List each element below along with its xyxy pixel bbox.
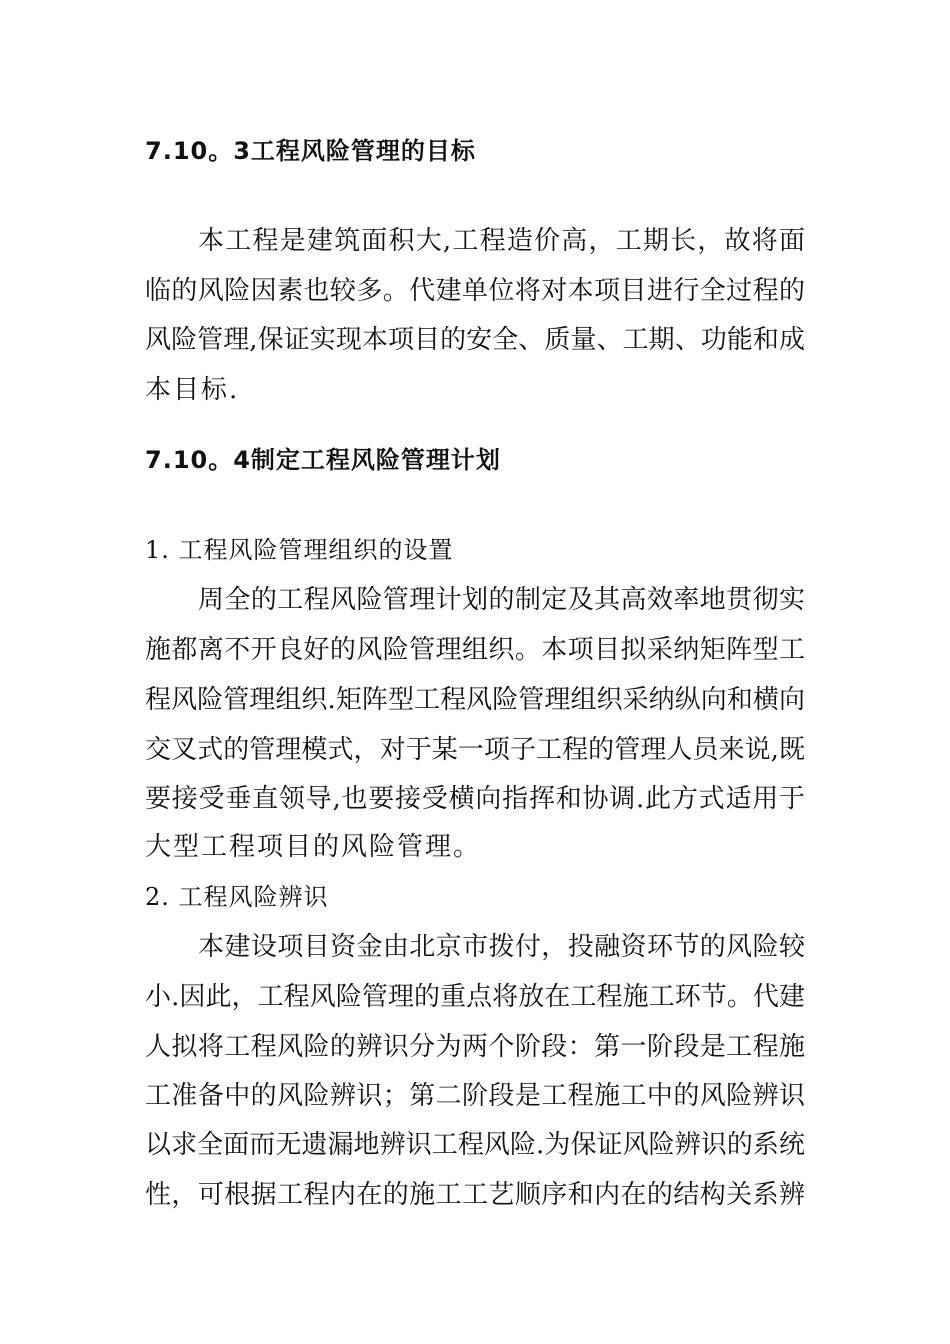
paragraph-line: 本目标. (145, 375, 240, 405)
paragraph-line: 人拟将工程风险的辨识分为两个阶段：第一阶段是工程施 (145, 1032, 805, 1062)
paragraph-line: 以求全面而无遗漏地辨识工程风险.为保证风险辨识的系统 (145, 1130, 805, 1160)
paragraph-line: 本工程是建筑面积大,工程造价高，工期长，故将面 (198, 226, 805, 256)
paragraph-line: 临的风险因素也较多。代建单位将对本项目进行全过程的 (145, 276, 805, 306)
section-heading-7-10-4: 7.10。4制定工程风险管理计划 (145, 446, 501, 474)
list-item-title-2: 2. 工程风险辨识 (145, 883, 329, 911)
paragraph-line: 小.因此，工程风险管理的重点将放在工程施工环节。代建 (145, 982, 805, 1012)
paragraph-line: 交叉式的管理模式，对于某一项子工程的管理人员来说,既 (145, 735, 805, 765)
paragraph-line: 程风险管理组织.矩阵型工程风险管理组织采纳纵向和横向 (145, 685, 805, 715)
paragraph-line: 周全的工程风险管理计划的制定及其高效率地贯彻实 (198, 585, 805, 615)
paragraph-line: 大型工程项目的风险管理。 (145, 832, 482, 862)
paragraph-line: 风险管理,保证实现本项目的安全、质量、工期、功能和成 (145, 325, 805, 355)
paragraph-line: 性，可根据工程内在的施工工艺顺序和内在的结构关系辨 (145, 1180, 805, 1210)
section-heading-7-10-3: 7.10。3工程风险管理的目标 (145, 137, 476, 165)
paragraph-line: 工准备中的风险辨识；第二阶段是工程施工中的风险辨识 (145, 1081, 805, 1111)
list-item-title-1: 1. 工程风险管理组织的设置 (145, 536, 454, 564)
paragraph-line: 本建设项目资金由北京市拨付，投融资环节的风险较 (198, 932, 805, 962)
paragraph-line: 施都离不开良好的风险管理组织。本项目拟采纳矩阵型工 (145, 635, 805, 665)
paragraph-line: 要接受垂直领导,也要接受横向指挥和协调.此方式适用于 (145, 784, 805, 814)
